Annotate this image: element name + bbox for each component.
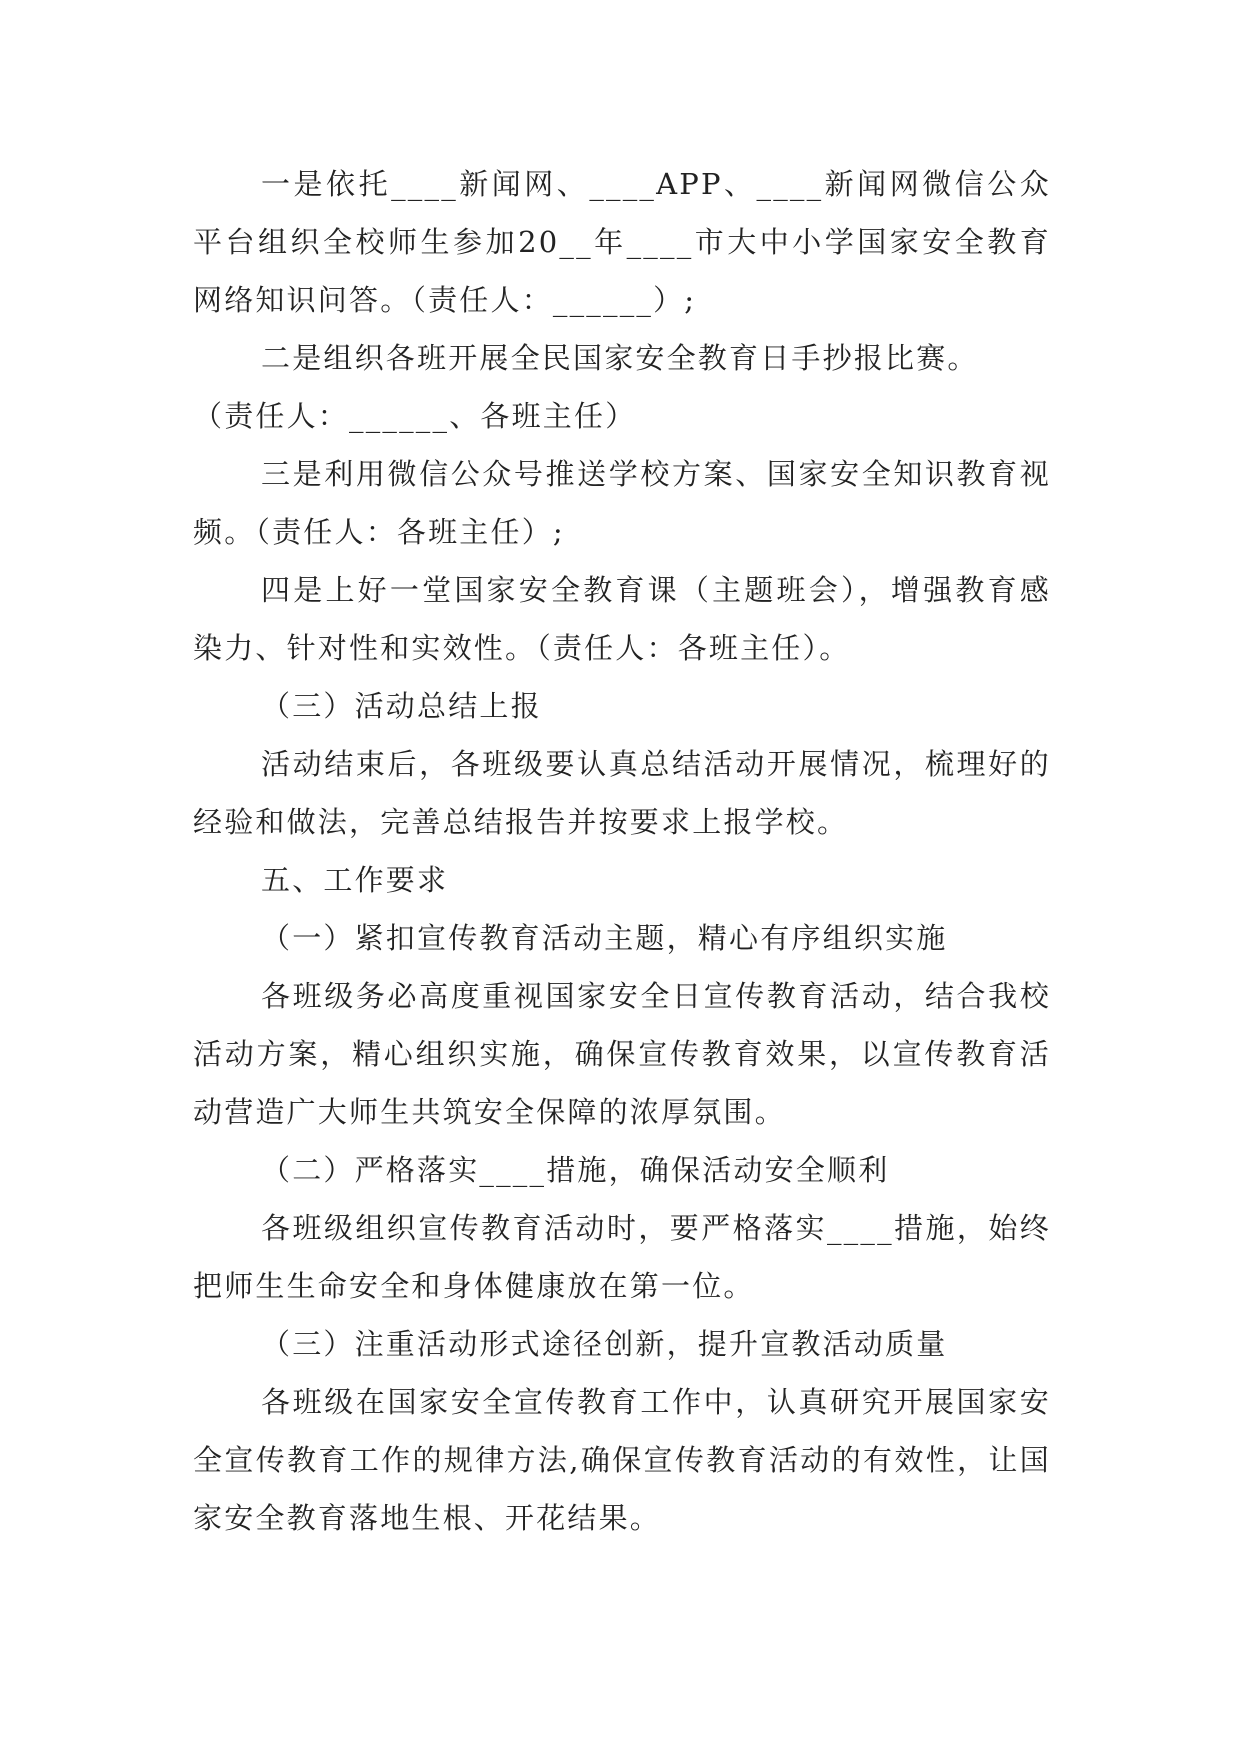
paragraph-item-2: 二是组织各班开展全民国家安全教育日手抄报比赛。 xyxy=(261,341,979,375)
paragraph-item-4: 三是利用微信公众号推送学校方案、国家安全知识教育视频。（责任人：各班主任）; xyxy=(193,457,1051,549)
paragraph-item-5: 四是上好一堂国家安全教育课（主题班会），增强教育感染力、针对性和实效性。（责任人：各班主任）。 xyxy=(193,573,1051,665)
paragraph-item-10: 各班级务必高度重视国家安全日宣传教育活动，结合我校活动方案，精心组织实施，确保宣传教育效果，以宣传教育活动营造广大师生共筑安全保障的浓厚氛围。 xyxy=(193,979,1051,1129)
subheading-2: （二）严格落实____措施，确保活动安全顺利 xyxy=(261,1153,890,1187)
paragraph-item-14: 各班级在国家安全宣传教育工作中，认真研究开展国家安全宣传教育工作的规律方法,确保宣传教育活动的有效性，让国家安全教育落地生根、开花结果。 xyxy=(193,1385,1051,1535)
paragraph-item-7: 活动结束后，各班级要认真总结活动开展情况，梳理好的经验和做法，完善总结报告并按要求上报学校。 xyxy=(193,747,1051,839)
subheading-1: （一）紧扣宣传教育活动主题，精心有序组织实施 xyxy=(261,921,948,955)
paragraph-item-3: （责任人：______、各班主任） xyxy=(193,399,637,433)
paragraph-item-12: 各班级组织宣传教育活动时，要严格落实____措施，始终把师生生命安全和身体健康放在第一位。 xyxy=(193,1211,1051,1303)
section-heading-summary: （三）活动总结上报 xyxy=(261,689,542,723)
document-page xyxy=(193,155,1051,1547)
subheading-3: （三）注重活动形式途径创新，提升宣教活动质量 xyxy=(261,1327,948,1361)
section-heading-requirements: 五、工作要求 xyxy=(261,863,449,897)
paragraph-item-1: 一是依托____新闻网、____APP、____新闻网微信公众平台组织全校师生参加20__年____市大中小学国家安全教育网络知识问答。（责任人：______）; xyxy=(193,167,1051,317)
